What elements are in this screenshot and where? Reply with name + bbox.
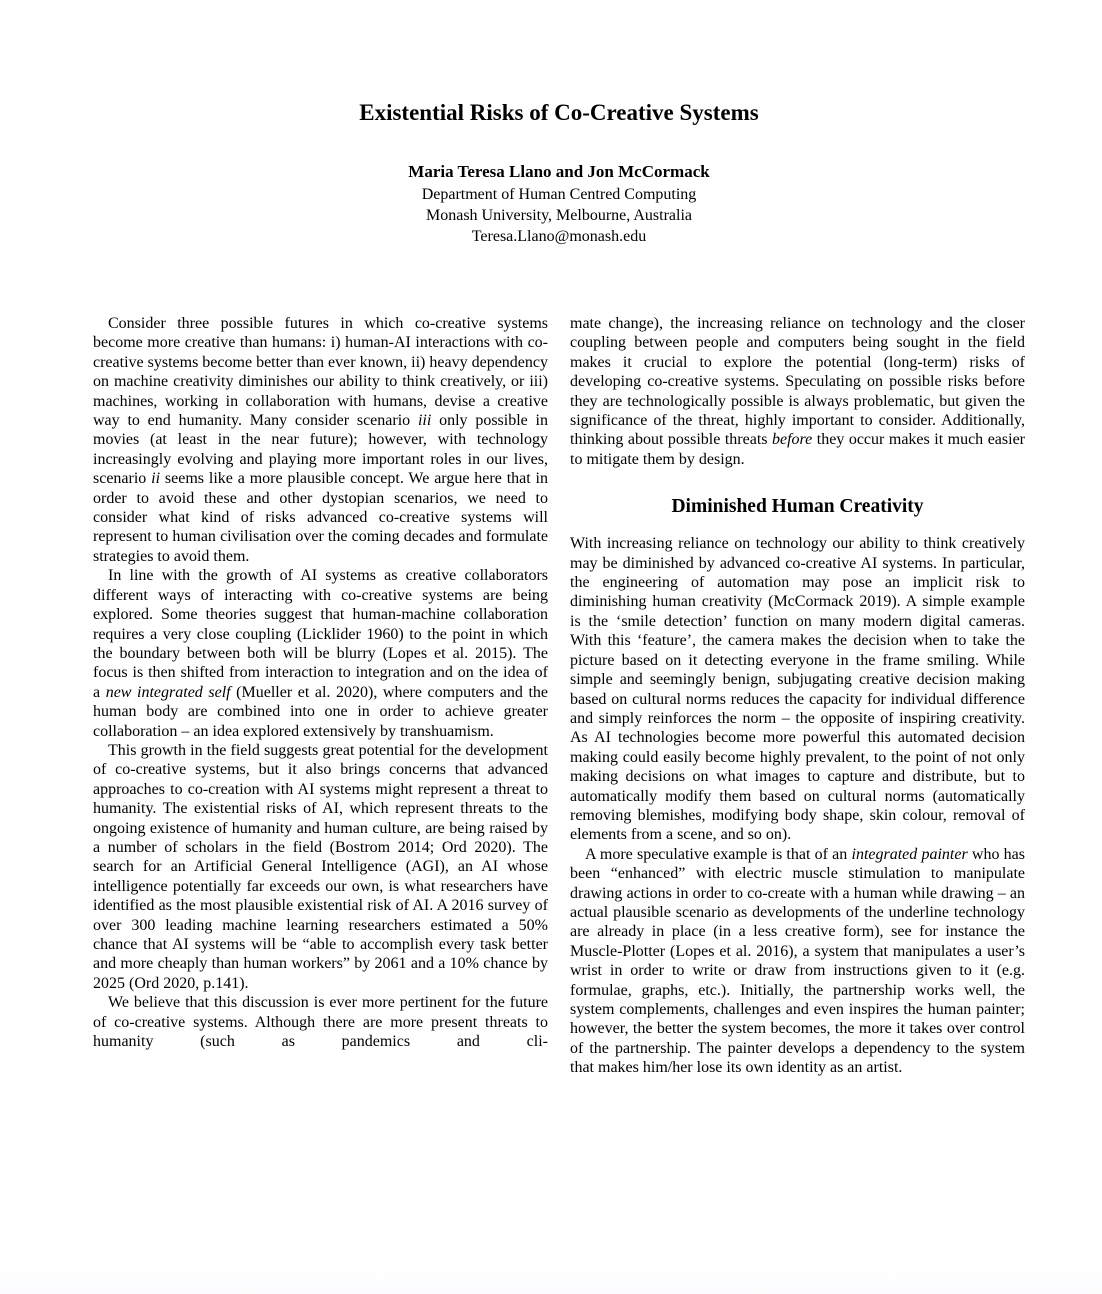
affiliation-university: Monash University, Melbourne, Australia bbox=[425, 207, 693, 224]
text-run: only possible in movies (at least in the near future); however, with technology increasingly evolving and playing more important roles in our lives, scenario bbox=[93, 412, 548, 488]
italic-text-run: before bbox=[772, 431, 813, 449]
text-run: With increasing reliance on technology our ability to think creatively may be diminished by advanced co-creative AI systems. In particular, the engineering of automation may pose an implicit risk to diminishing human creativity (McCormack 2019). A simple example is the ‘smile detection’ function on many modern digital cameras. With this ‘feature’, the camera makes the decision when to take the picture based on it detecting everyone in the frame smiling. While simple and seemingly benign, subjugating creative decision making based on cultural norms reduces the capacity for individual difference and simply reinforces the norm – the opposite of inspiring creativity. As AI technologies become more powerful this automated decision making could easily become highly prevalent, to the point of not only making decisions on what images to capture and distribute, but to automatically modify them based on cultural norms (automatically removing blemishes, modifying body shape, skin colour, removal of elements from a scene, and so on). bbox=[570, 535, 1025, 844]
paragraph bbox=[93, 314, 548, 566]
section-heading: Diminished Human Creativity bbox=[671, 496, 924, 518]
paragraph bbox=[570, 845, 1025, 1078]
text-run: mate change), the increasing reliance on technology and the closer coupling between people and computers being sought in the field makes it crucial to explore the potential (long-term) risks of developing co-creative systems. Speculating on possible risks before they are technologically possible is always problematic, but given the significance of the threat, highly important to consider. Additionally, thinking about possible threats bbox=[570, 315, 1025, 449]
text-run: In line with the growth of AI systems as creative collaborators different ways of interacting with co-creative systems are being explored. Some theories suggest that human-machine collaboration requires a very close coupling (Licklider 1960) to the point in which the boundary between both will be blurry (Lopes et al. 2015). The focus is then shifted from interaction to integration and on the idea of a bbox=[93, 567, 548, 701]
text-run: who has been “enhanced” with electric muscle stimulation to manipulate drawing actions in order to co-create with a human while drawing – an actual plausible scenario as developments of the underline technology are already in place (in a less creative form), see for instance the Muscle-Plotter (Lopes et al. 2016), a system that manipulates a user’s wrist in order to write or draw from instructions given to it (e.g. formulae, graphs, etc.). Initially, the partnership works well, the system complements, challenges and even inspires the human painter; however, the better the system becomes, the more it takes over control of the partnership. The painter develops a dependency to the system that makes him/her lose its own identity as an artist. bbox=[570, 845, 1026, 1077]
text-run: This growth in the field suggests great potential for the development of co-creative systems, but it also brings concerns that advanced approaches to co-creation with AI systems might represent a threat to humanity. The existential risks of AI, which represent threats to the ongoing existence of humanity and human culture, are being raised by a number of scholars in the field (Bostrom 2014; Ord 2020). The search for an Artificial General Intelligence (AGI), an AI whose intelligence potentially far exceeds our own, is what researchers have identified as the most plausible existential risk of AI. A 2016 survey of over 300 leading machine learning researchers estimated a 50% chance that AI systems will be “able to accomplish every task better and more cheaply than human workers” by 2061 and a 10% chance by 2025 (Ord 2020, p.141). bbox=[93, 741, 548, 992]
author-email: Teresa.Llano@monash.edu bbox=[471, 228, 647, 245]
paper-title: Existential Risks of Co-Creative Systems bbox=[359, 100, 759, 125]
two-column-body bbox=[93, 314, 1025, 1078]
paragraph bbox=[93, 566, 548, 741]
paragraph bbox=[93, 741, 548, 993]
right-column bbox=[570, 314, 1025, 1078]
italic-text-run: ii bbox=[151, 470, 161, 488]
text-run: Consider three possible futures in which co-creative systems become more creative than humans: i) human-AI interactions with co-creative systems become better than ever known, ii) heavy dependency on machine creativity diminishes our ability to think creatively, or iii) machines, working in collaboration with humans, devise a creative way to end humanity. Many consider scenario bbox=[93, 315, 548, 430]
page-bottom-edge bbox=[0, 1262, 1102, 1294]
paragraph bbox=[570, 314, 1025, 469]
text-run: they occur makes it much easier to mitigate them by design. bbox=[570, 431, 1025, 468]
author-names: Maria Teresa Llano and Jon McCormack bbox=[408, 162, 710, 181]
paragraph bbox=[570, 534, 1025, 845]
italic-text-run: iii bbox=[417, 412, 432, 430]
left-column bbox=[93, 314, 548, 1078]
text-run: seems like a more plausible concept. We argue here that in order to avoid these and other dystopian scenarios, we need to consider what kind of risks advanced co-creative systems will represent to human civilisation over the coming decades and formulate strategies to avoid them. bbox=[93, 470, 548, 565]
paragraph bbox=[93, 993, 548, 1051]
italic-text-run: integrated painter bbox=[851, 845, 968, 863]
affiliation-department: Department of Human Centred Computing bbox=[421, 186, 697, 203]
text-run: A more speculative example is that of an bbox=[585, 845, 852, 863]
text-run: (Mueller et al. 2020), where computers and the human body are combined into one in order to achieve greater collaboration – an idea explored extensively by transhuamism. bbox=[93, 683, 549, 740]
italic-text-run: new integrated self bbox=[105, 683, 231, 701]
text-run: We believe that this discussion is ever more pertinent for the future of co-creative systems. Although there are more present threats to humanity (such as pandemics and cli- bbox=[93, 994, 548, 1051]
paper-header bbox=[93, 99, 1025, 247]
